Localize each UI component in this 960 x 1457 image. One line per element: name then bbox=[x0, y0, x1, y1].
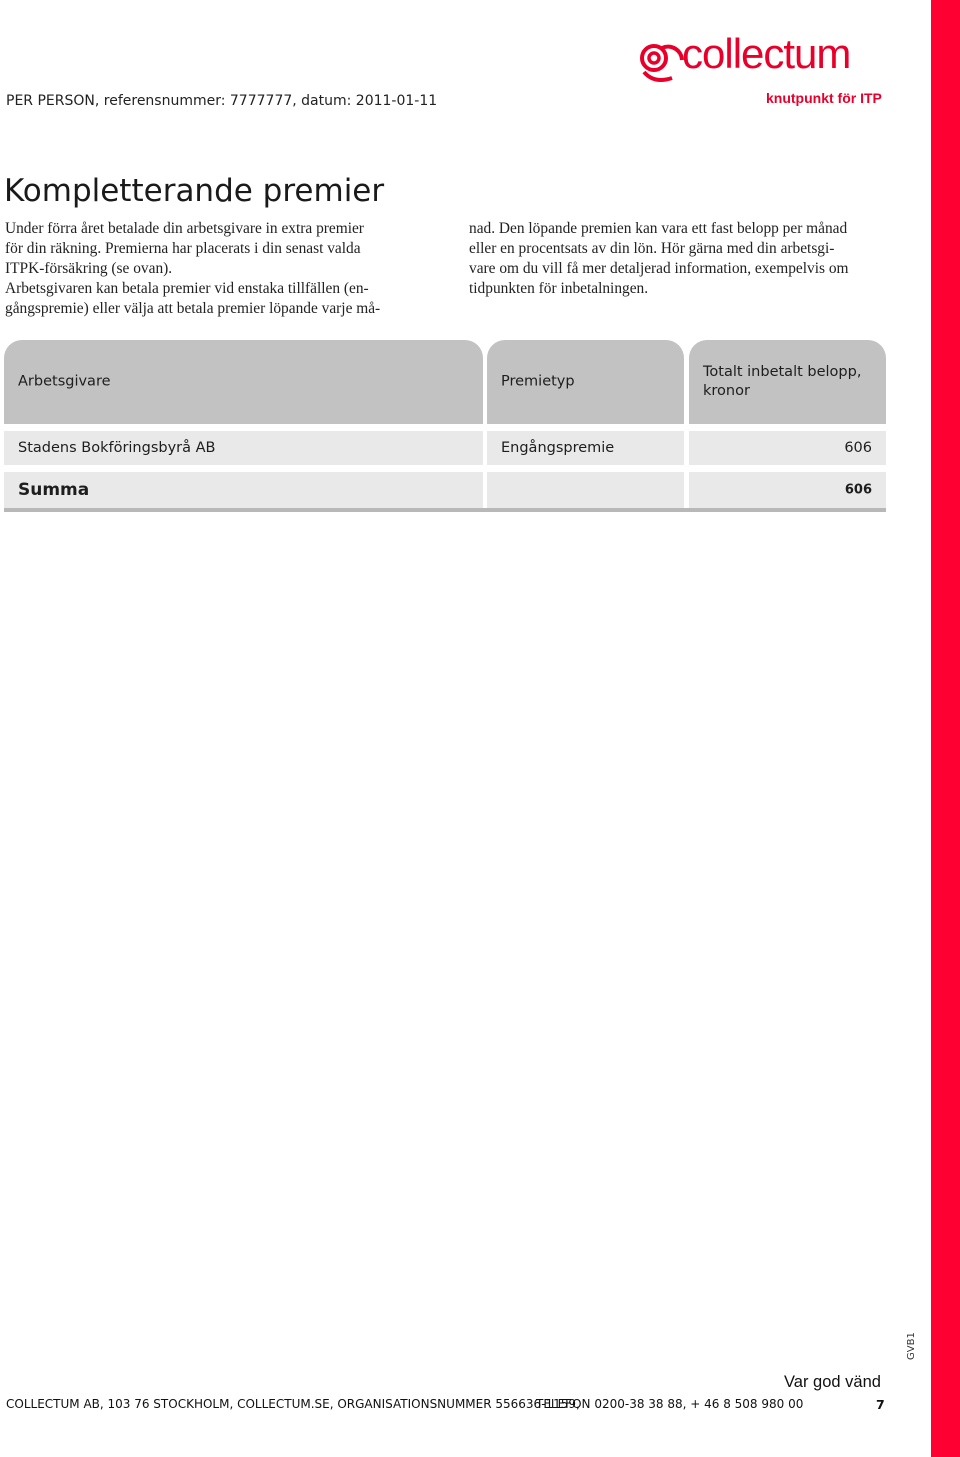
header-label-line-2: kronor bbox=[703, 383, 750, 399]
body-text-column-1 bbox=[5, 219, 435, 319]
body-line: Arbetsgivaren kan betala premier vid enstaka tillfällen (en- bbox=[5, 280, 369, 297]
collectum-logo bbox=[640, 30, 900, 112]
reference-line: PER PERSON, referensnummer: 7777777, datum: 2011-01-11 bbox=[6, 93, 438, 109]
sum-row-amount-cell bbox=[689, 472, 886, 508]
logo-tagline: knutpunkt för ITP bbox=[766, 90, 882, 106]
table-header-premium-type bbox=[487, 340, 684, 424]
body-text-column-2 bbox=[469, 219, 909, 299]
table-row-employer-cell bbox=[4, 431, 483, 465]
turn-page-note: Var god vänd bbox=[784, 1373, 881, 1391]
header-label: Premietyp bbox=[501, 373, 575, 390]
body-line: tidpunkten för inbetalningen. bbox=[469, 280, 649, 297]
form-code: GVB1 bbox=[906, 1332, 917, 1360]
amount: 606 bbox=[844, 440, 872, 456]
body-line: Under förra året betalade din arbetsgivare in extra premier bbox=[5, 220, 364, 237]
page-number: 7 bbox=[876, 1397, 885, 1412]
premium-type: Engångspremie bbox=[501, 440, 615, 456]
sum-row-label-cell bbox=[4, 472, 483, 508]
sum-row-empty-cell bbox=[487, 472, 684, 508]
phone-numbers: TELEFON 0200-38 38 88, + 46 8 508 980 00 bbox=[536, 1397, 804, 1411]
collectum-logo-icon bbox=[640, 38, 686, 90]
company-address: COLLECTUM AB, 103 76 STOCKHOLM, COLLECTUM.SE, ORGANISATIONSNUMMER 556636-1159, bbox=[6, 1397, 580, 1411]
table-header-employer bbox=[4, 340, 483, 424]
table-header-total bbox=[689, 340, 886, 424]
red-side-bar bbox=[931, 0, 960, 1457]
page-title: Kompletterande premier bbox=[4, 173, 385, 209]
header-label: Arbetsgivare bbox=[18, 373, 111, 390]
header-label bbox=[703, 363, 861, 401]
sum-label: Summa bbox=[18, 480, 90, 500]
footer-address bbox=[6, 1397, 804, 1411]
sum-amount: 606 bbox=[844, 482, 872, 498]
table-row-premium-type-cell bbox=[487, 431, 684, 465]
body-line: för din räkning. Premierna har placerats i din senast valda bbox=[5, 240, 361, 257]
header-label-line-1: Totalt inbetalt belopp, bbox=[703, 364, 862, 380]
body-line: gångspremie) eller välja att betala premier löpande varje må- bbox=[5, 300, 381, 317]
body-line: nad. Den löpande premien kan vara ett fast belopp per månad bbox=[469, 220, 848, 237]
body-line: vare om du vill få mer detaljerad information, exempelvis om bbox=[469, 260, 849, 277]
employer-name: Stadens Bokföringsbyrå AB bbox=[18, 440, 216, 456]
table-row-amount-cell bbox=[689, 431, 886, 465]
body-line: ITPK-försäkring (se ovan). bbox=[5, 260, 173, 277]
body-line: eller en procentsats av din lön. Hör gärna med din arbetsgi- bbox=[469, 240, 835, 257]
logo-wordmark: collectum bbox=[682, 30, 851, 77]
table-bottom-rule bbox=[4, 508, 886, 512]
